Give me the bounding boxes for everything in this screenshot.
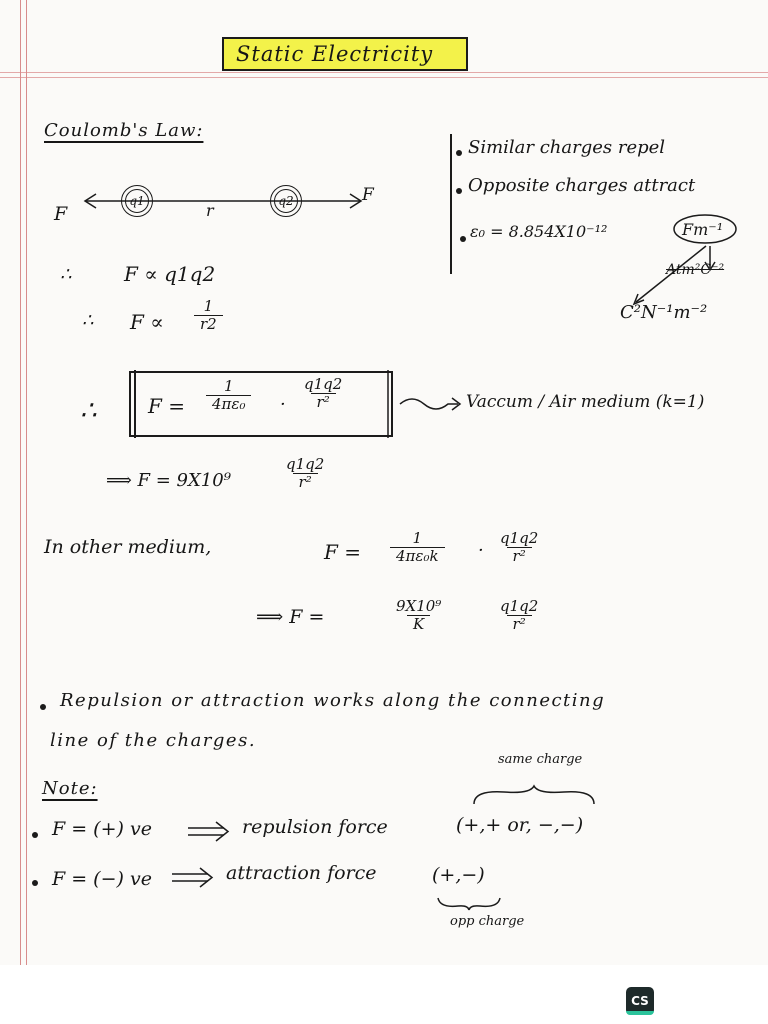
other-medium-fraction-2	[494, 530, 544, 564]
implies-arrow	[186, 820, 232, 844]
opp-charge-brace	[434, 896, 504, 912]
margin-line	[20, 0, 21, 965]
margin-line	[26, 0, 27, 965]
fraction-denominator: r2	[194, 315, 223, 333]
multiply-dot: ·	[280, 394, 286, 415]
coulomb-fraction-2	[298, 376, 348, 410]
opp-charge-label: opp charge	[450, 914, 525, 929]
fraction-denominator: 4πε₀	[206, 395, 251, 413]
note-line-1-lhs: F = (+) ve	[52, 818, 152, 840]
multiply-dot: ·	[478, 540, 484, 561]
ruled-line	[0, 72, 768, 73]
charge-q1: q1	[121, 185, 153, 217]
fraction-denominator: r²	[507, 615, 532, 633]
coulomb-heading: Coulomb's Law:	[44, 120, 204, 141]
implied-formula-lhs: ⟹ F = 9X10⁹	[106, 470, 231, 491]
relation-inverse-fraction	[194, 298, 223, 332]
force-left-label: F	[54, 203, 68, 225]
other-medium-fraction-4	[494, 598, 544, 632]
bullet	[456, 188, 462, 194]
fraction-denominator: r²	[293, 473, 318, 491]
force-right-label: F	[362, 185, 374, 205]
implies-arrow	[170, 866, 216, 890]
relation-inverse-lhs: F ∝	[130, 310, 164, 334]
coulomb-formula-lhs: F =	[148, 394, 185, 418]
fraction-numerator: q1q2	[500, 597, 539, 615]
medium-note: Vaccum / Air medium (k=1)	[466, 392, 705, 412]
fraction-numerator: q1q2	[500, 529, 539, 547]
charge-q2: q2	[270, 185, 302, 217]
cs-logo: CS	[626, 987, 654, 1015]
same-charge-label: same charge	[498, 752, 583, 767]
unit-final: C²N⁻¹m⁻²	[620, 302, 708, 323]
fraction-denominator: r²	[311, 393, 336, 411]
bullet	[456, 150, 462, 156]
other-medium-fraction-3	[390, 598, 447, 632]
unit-crossed: Atm²C⁻²	[666, 262, 725, 278]
bullet	[460, 236, 466, 242]
fraction-numerator: 9X10⁹	[396, 597, 442, 615]
distance-label: r	[206, 201, 214, 220]
side-notes-bar	[448, 134, 454, 274]
fraction-numerator: 1	[223, 377, 234, 395]
fraction-numerator: q1q2	[286, 455, 325, 473]
note-heading: Note:	[42, 778, 98, 799]
note-line-2-lhs: F = (−) ve	[52, 868, 152, 890]
relation-product: F ∝ q1q2	[124, 262, 216, 286]
therefore-symbol: ∴	[60, 264, 72, 285]
other-medium-lhs-2: ⟹ F =	[256, 606, 325, 628]
other-medium-label: In other medium,	[44, 536, 212, 558]
note-line-1-pair: (+,+ or, −,−)	[456, 814, 584, 836]
bullet	[32, 832, 38, 838]
note-line-2-rhs: attraction force	[226, 862, 377, 884]
wavy-arrow	[398, 392, 464, 416]
coulomb-fraction-1	[206, 378, 251, 412]
other-medium-lhs: F =	[324, 540, 361, 564]
note-line-1-rhs: repulsion force	[242, 816, 388, 838]
fraction-denominator: r²	[507, 547, 532, 565]
same-charge-brace	[470, 784, 600, 808]
fraction-numerator: 1	[203, 297, 214, 315]
other-medium-fraction-1	[390, 530, 445, 564]
ruled-line	[0, 77, 768, 78]
fraction-denominator: 4πε₀k	[390, 547, 445, 565]
repulsion-note-line-1: Repulsion or attraction works along the connecting	[60, 690, 606, 711]
fraction-numerator: 1	[412, 529, 423, 547]
side-note-1: Similar charges repel	[468, 137, 666, 158]
epsilon-value: ε₀ = 8.854X10⁻¹²	[470, 222, 608, 241]
repulsion-note-line-2: line of the charges.	[50, 730, 257, 751]
note-line-2-pair: (+,−)	[432, 864, 485, 886]
side-note-2: Opposite charges attract	[468, 175, 696, 196]
bullet	[40, 704, 46, 710]
therefore-symbol: ∴	[80, 396, 97, 426]
implied-fraction	[280, 456, 330, 490]
page-title: Static Electricity	[236, 42, 434, 66]
bullet	[32, 880, 38, 886]
fraction-denominator: K	[407, 615, 430, 633]
therefore-symbol: ∴	[82, 310, 94, 331]
unit-circled: Fm⁻¹	[682, 220, 724, 239]
fraction-numerator: q1q2	[304, 375, 343, 393]
